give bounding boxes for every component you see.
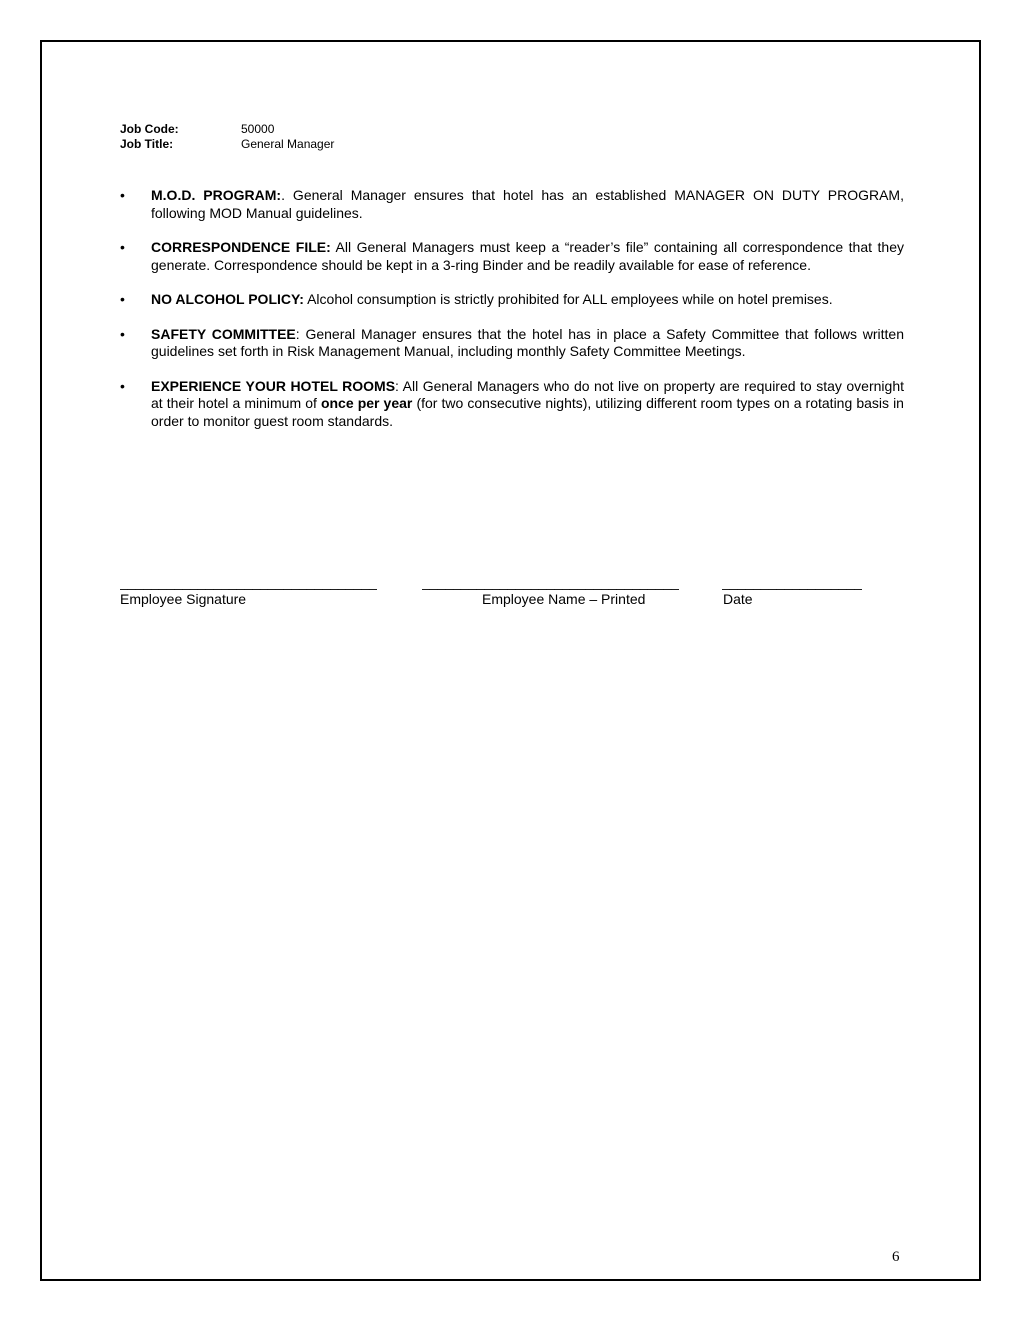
job-code-row [120, 122, 334, 137]
item-heading: CORRESPONDENCE FILE: [151, 239, 331, 255]
list-item-experience-hotel-rooms [120, 378, 904, 431]
list-item-safety-committee [120, 326, 904, 361]
item-heading: SAFETY COMMITTEE [151, 325, 296, 342]
signature-block [120, 574, 920, 614]
printed-name-line[interactable]: _________________________________ [422, 574, 679, 590]
item-emphasis: once per year [320, 395, 413, 411]
job-title-row [120, 137, 334, 152]
item-heading: M.O.D. PROGRAM: [151, 187, 282, 203]
employee-name-printed-label: Employee Name – Printed [482, 591, 646, 607]
job-code-value: 50000 [241, 122, 275, 136]
bullet-icon: • [120, 377, 125, 394]
bullet-icon: • [120, 187, 125, 203]
duties-list [120, 187, 904, 447]
bullet-icon: • [120, 325, 125, 342]
employee-signature-label: Employee Signature [120, 591, 247, 607]
item-text: . General Manager ensures that hotel has an established MANAGER ON DUTY PROGRAM, following MOD Manual guidelines. [151, 187, 904, 221]
item-heading: EXPERIENCE YOUR HOTEL ROOMS [151, 377, 396, 394]
list-item-mod-program [120, 187, 904, 222]
job-title-label: Job Title: [120, 137, 174, 151]
list-item-no-alcohol-policy [120, 291, 904, 309]
item-text: All General Managers must keep a “reader’s file” containing all correspondence that they generate. Correspondence should be kept in a 3-ring Binder and be readily available for ease of reference. [151, 239, 905, 273]
job-code-label: Job Code: [120, 122, 179, 136]
item-text: : General Manager ensures that the hotel has in place a Safety Committee that follows written guidelines set forth in Risk Management Manual, including monthly Safety Committee Meetings. [151, 325, 905, 359]
item-text: Alcohol consumption is strictly prohibited for ALL employees while on hotel premises. [303, 291, 833, 307]
item-text-after: (for two consecutive nights), utilizing different room types on a rotating basis in order to monitor guest room standards. [151, 395, 904, 429]
list-item-correspondence-file [120, 239, 904, 274]
job-title-value: General Manager [241, 137, 335, 151]
bullet-icon: • [120, 291, 125, 307]
bullet-icon: • [120, 239, 125, 255]
signature-line[interactable]: _________________________________ [120, 574, 377, 590]
item-heading: NO ALCOHOL POLICY: [151, 291, 304, 307]
date-label: Date [723, 591, 753, 607]
job-header [120, 122, 334, 152]
date-line[interactable]: __________________ [722, 574, 863, 590]
page-number: 6 [892, 1249, 900, 1265]
item-text-before: : All General Managers who do not live on property are required to stay overnight at their hotel a minimum of [151, 377, 904, 411]
